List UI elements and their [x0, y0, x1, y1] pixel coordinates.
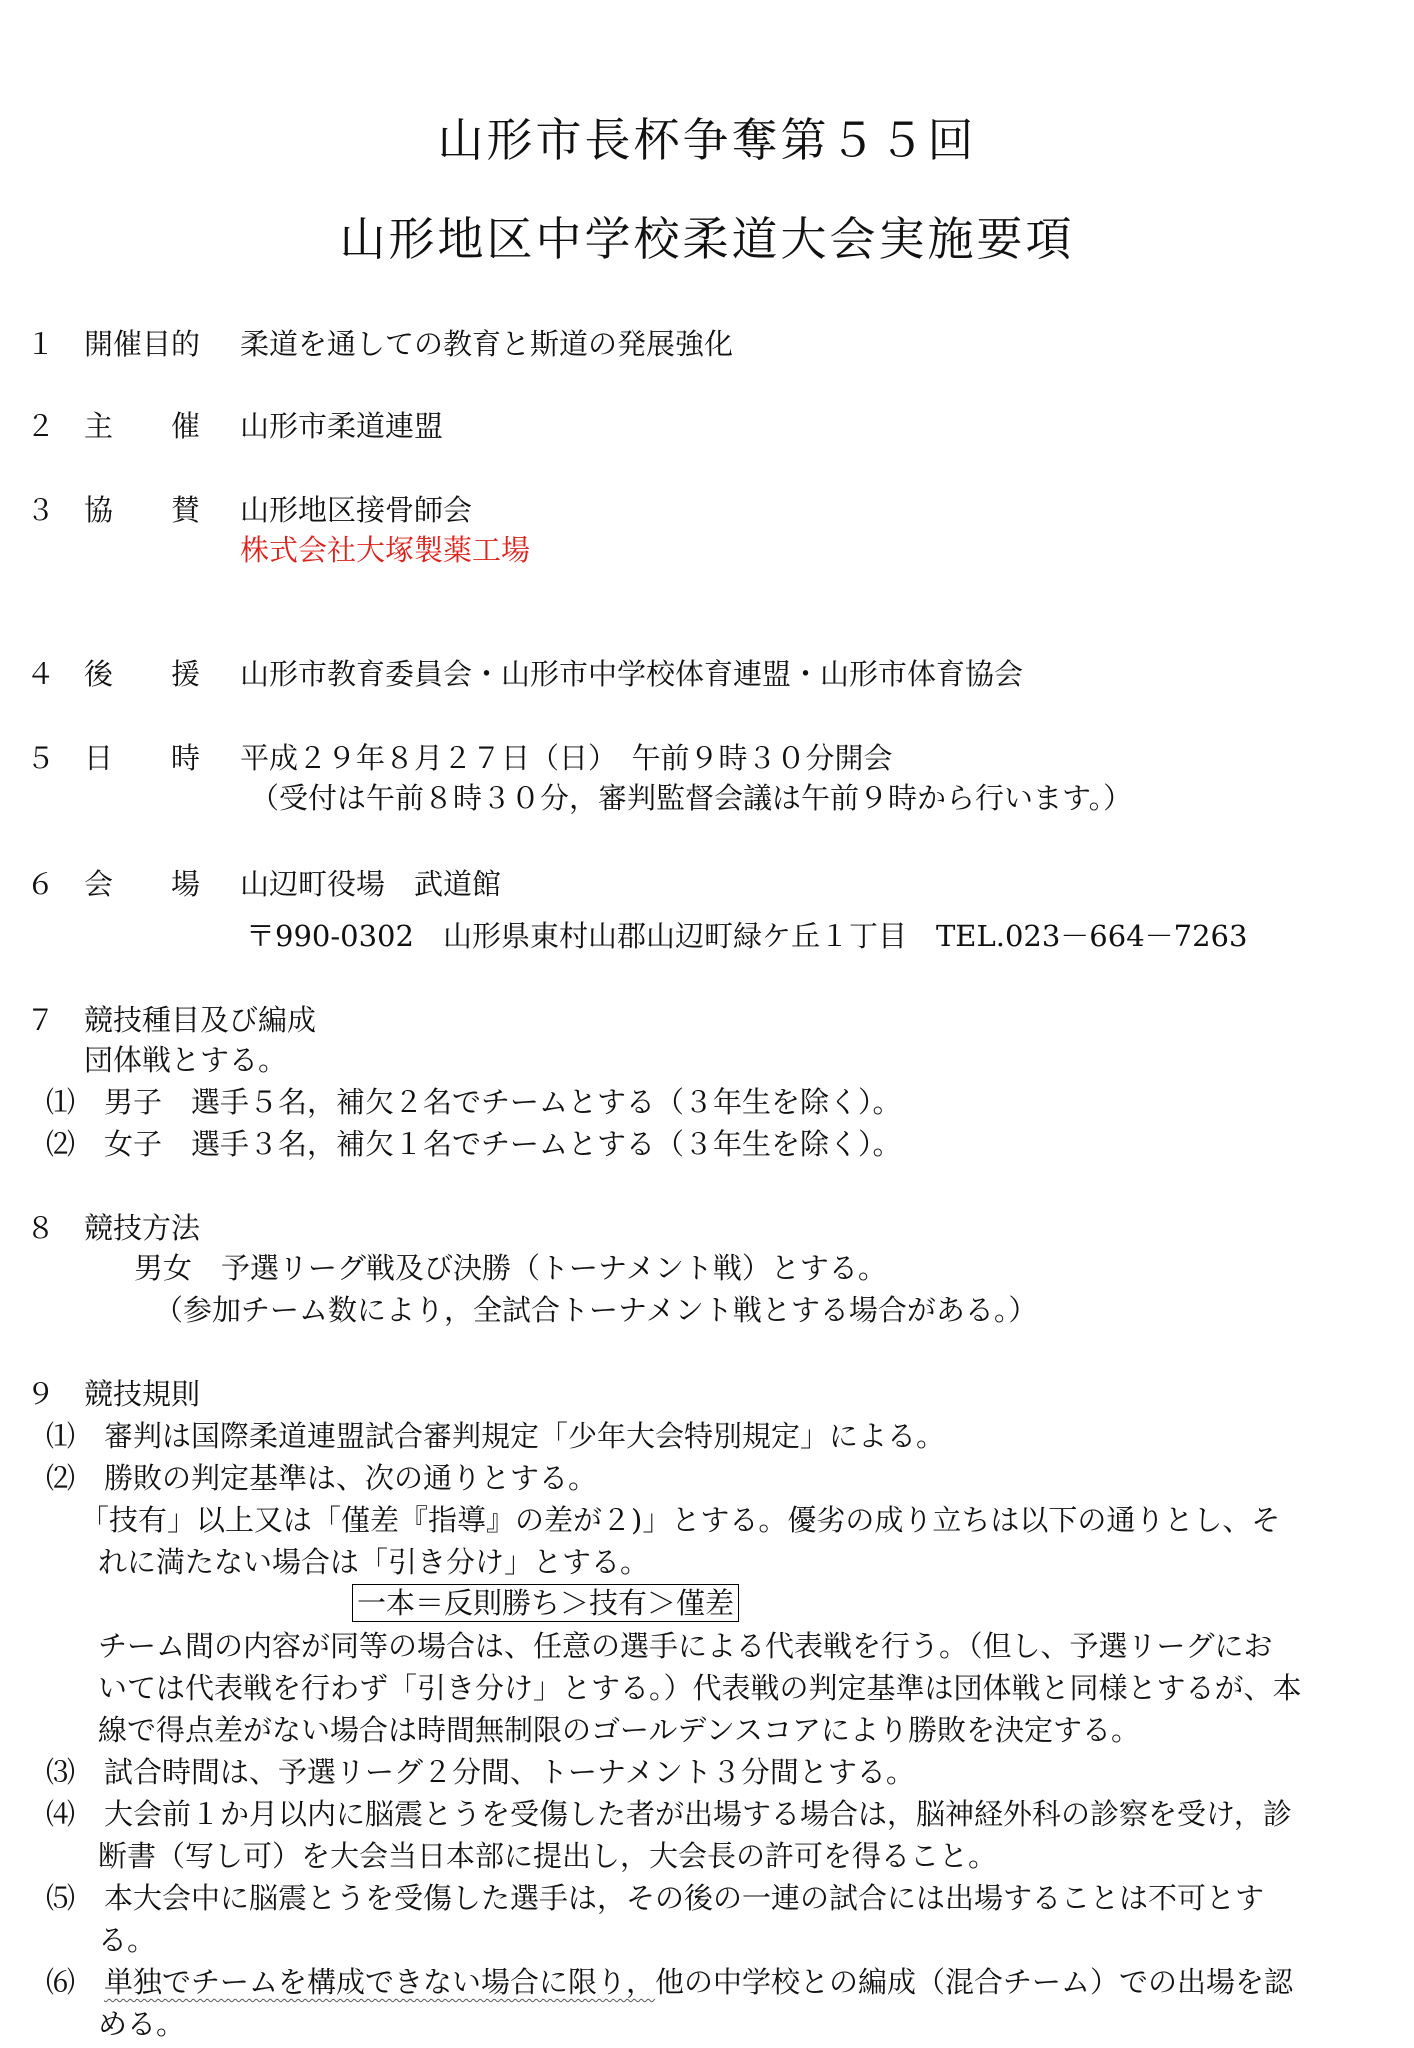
- rule-6-rest: 他の中学校との編成（混合チーム）での出場を認: [655, 1965, 1294, 1999]
- section-6-address: 〒990-0302 山形県東村山郡山辺町緑ケ丘１丁目 TEL.023－664－7263: [246, 919, 1248, 953]
- section-7-label: 競技種目及び編成: [84, 1003, 317, 1037]
- section-8-label: 競技方法: [84, 1211, 201, 1245]
- section-7-item-2: ⑵ 女子 選手３名，補欠１名でチームとする（３年生を除く）。: [46, 1127, 902, 1161]
- title-line-2: 山形地区中学校柔道大会実施要項: [339, 212, 1075, 266]
- section-4-label: 後 援: [84, 657, 201, 691]
- rule-6-line-a: [46, 1964, 1293, 2000]
- section-3-sponsor: 株式会社大塚製薬工場: [240, 533, 531, 567]
- rule-6-number: ⑹: [46, 1965, 105, 1999]
- rule-2: ⑵ 勝敗の判定基準は、次の通りとする。: [46, 1461, 598, 1495]
- section-8-line-2: （参加チーム数により，全試合トーナメント戦とする場合がある。）: [154, 1293, 1038, 1327]
- rule-2-ranking-box: 一本＝反則勝ち＞技有＞僅差: [352, 1584, 739, 1622]
- section-7-item-1: ⑴ 男子 選手５名，補欠２名でチームとする（３年生を除く）。: [46, 1085, 902, 1119]
- section-5-note: （受付は午前８時３０分，審判監督会議は午前９時から行います。）: [250, 781, 1133, 815]
- section-5-label: 日 時: [84, 741, 201, 775]
- section-8-number: ８: [26, 1211, 56, 1245]
- section-1-number: １: [26, 327, 56, 361]
- section-2-label: 主 催: [84, 409, 201, 443]
- rule-2-line-c: チーム間の内容が同等の場合は、任意の選手による代表戦を行う。（但し、予選リーグにお: [98, 1629, 1273, 1663]
- section-6-number: ６: [26, 867, 56, 901]
- rule-2-line-e: 線で得点差がない場合は時間無制限のゴールデンスコアにより勝敗を決定する。: [98, 1713, 1140, 1747]
- rule-6-underlined: 単独でチームを構成できない場合に限り，: [104, 1965, 656, 1999]
- section-2-number: ２: [26, 409, 56, 443]
- section-4-number: ４: [26, 657, 56, 691]
- rule-2-line-d: いては代表戦を行わず「引き分け」とする。）代表戦の判定基準は団体戦と同様とするが、本: [98, 1671, 1302, 1705]
- section-8-line-1: 男女 予選リーグ戦及び決勝（トーナメント戦）とする。: [134, 1251, 887, 1285]
- rule-4-line-a: ⑷ 大会前１か月以内に脳震とうを受傷した者が出場する場合は，脳神経外科の診察を受け，診: [46, 1797, 1292, 1831]
- section-7-line: 団体戦とする。: [84, 1043, 288, 1077]
- section-1-label: 開催目的: [84, 327, 201, 361]
- section-1-text: 柔道を通しての教育と斯道の発展強化: [240, 327, 734, 361]
- section-7-number: ７: [26, 1003, 56, 1037]
- rule-2-line-b: れに満たない場合は「引き分け」とする。: [98, 1545, 650, 1579]
- title-line-1: 山形市長杯争奪第５５回: [437, 113, 977, 167]
- rule-2-line-a: 「技有」以上又は「僅差『指導』の差が２)」とする。優劣の成り立ちは以下の通りとし、そ: [80, 1503, 1281, 1537]
- rule-1: ⑴ 審判は国際柔道連盟試合審判規定「少年大会特別規定」による。: [46, 1419, 946, 1453]
- section-5-text: 平成２９年８月２７日（日） 午前９時３０分開会: [240, 741, 893, 775]
- section-6-text: 山辺町役場 武道館: [240, 867, 502, 901]
- section-5-number: ５: [26, 741, 56, 775]
- rule-5-line-b: る。: [98, 1923, 157, 1957]
- section-9-label: 競技規則: [84, 1377, 201, 1411]
- rule-3: ⑶ 試合時間は、予選リーグ２分間、トーナメント３分間とする。: [46, 1755, 915, 1789]
- rule-6-line-b: める。: [98, 2007, 186, 2041]
- section-9-number: ９: [26, 1377, 56, 1411]
- rule-5-line-a: ⑸ 本大会中に脳震とうを受傷した選手は，その後の一連の試合には出場することは不可とす: [46, 1881, 1265, 1915]
- section-2-text: 山形市柔道連盟: [240, 409, 444, 443]
- section-3-text: 山形地区接骨師会: [240, 493, 473, 527]
- section-3-number: ３: [26, 493, 56, 527]
- section-6-label: 会 場: [84, 867, 201, 901]
- section-3-label: 協 賛: [84, 493, 201, 527]
- section-4-text: 山形市教育委員会・山形市中学校体育連盟・山形市体育協会: [240, 657, 1024, 691]
- rule-4-line-b: 断書（写し可）を大会当日本部に提出し，大会長の許可を得ること。: [98, 1839, 998, 1873]
